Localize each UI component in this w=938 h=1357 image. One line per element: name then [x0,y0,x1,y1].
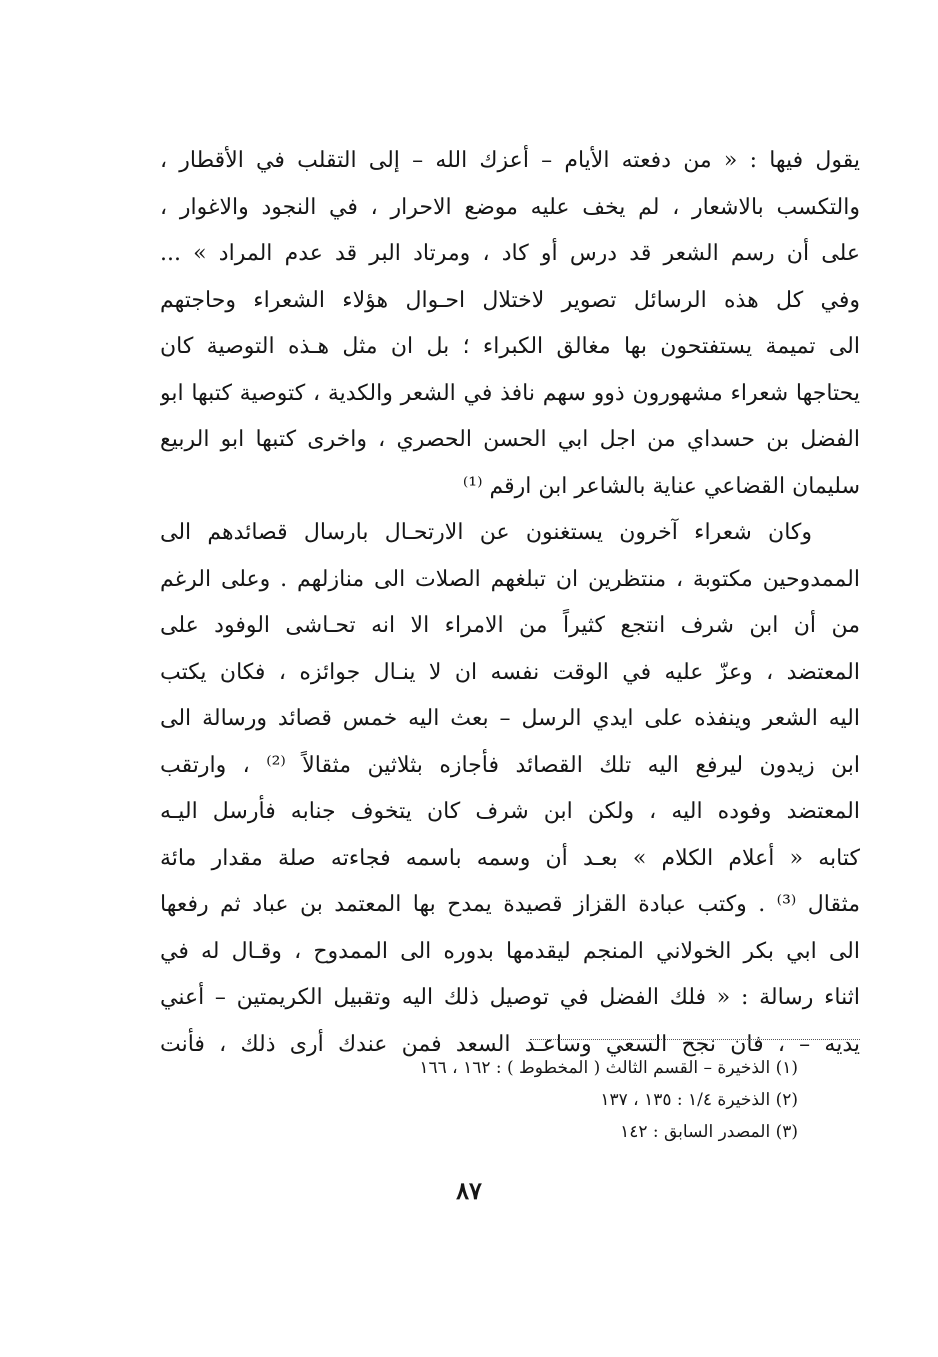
text-line: يديه – ، فان نجح السعي وساعـد السعد فمن عندك أرى ذلك ، فأنت [160,1031,860,1057]
text-line: يحتاجها شعراء مشهورون ذوو سهم نافذ في الشعر والكدية ، كتوصية كتبها ابو [160,380,860,406]
footnote: (٢) الذخيرة ١/٤ : ١٣٥ ، ١٣٧ [600,1090,798,1110]
text-line: من أن ابن شرف انتجع كثيراً من الامراء الا انه تحـاشى الوفود على [160,613,860,638]
text-line: ابن زيدون ليرفع اليه تلك القصائد فأجازه بثلاثين مثقالاً ⁽²⁾ ، وارتقب [160,752,860,778]
text-line: وفي كل هذه الرسائل تصوير لاختلال احـوال هؤلاء الشعراء وحاجتهم [160,287,860,313]
text-line: والتكسب بالاشعار ، لم يخف عليه موضع الاحرار ، في النجود والاغوار ، [160,194,860,220]
text-line: الممدوحين مكتوبة ، منتظرين ان تبلغهم الصلات الى منازلهم . وعلى الرغم [160,566,860,592]
text-line: وكان شعراء آخرون يستغنون عن الارتحـال بارسال قصائدهم الى [160,520,812,545]
footnote: (٣) المصدر السابق : ١٤٢ [620,1122,798,1142]
text-line: الفضل بن حسداي من اجل ابي الحسن الحصري ، واخرى كتبها ابو الربيع [160,427,860,452]
text-line: الى تميمة يستفتحون بها مغالق الكبراء ؛ بل ان مثل هـذه التوصية كان [160,334,860,359]
text-line: اثناء رسالة : « فلك الفضل في توصيل ذلك اليه وتقبيل الكريمتين – أعني [160,985,860,1010]
text-line: اليه الشعر وينفذه على ايدي الرسل – بعث اليه خمس قصائد ورسالة الى [160,706,860,731]
footnote: (١) الذخيرة – القسم الثالث ( المخطوط ) : ١٦٢ ، ١٦٦ [419,1058,798,1078]
text-line: الى ابي بكر الخولاني المنجم ليقدمها بدوره الى الممدوح ، وقـال له في [160,938,860,964]
page-number: ٨٧ [456,1176,482,1205]
footnote-separator [530,1039,860,1040]
text-line: مثقال ⁽³⁾ . وكتب عبادة القزاز قصيدة يمدح بها المعتمد بن عباد ثم رفعها [160,892,860,917]
text-line: على أن رسم الشعر قد درس أو كاد ، ومرتاد البر قد عدم المراد » ... [160,241,860,266]
text-line: سليمان القضاعي عناية بالشاعر ابن ارقم ⁽¹⁾ [462,473,860,499]
footnotes [338,1052,798,1148]
text-line: يقول فيها : « من دفعته الأيام – أعزك الله – إلى التقلب في الأقطار ، [160,148,860,173]
body-text [160,138,860,1068]
text-line: المعتضد وفوده اليه ، ولكن ابن شرف كان يتخوف جنابه فأرسل اليـه [160,799,860,824]
text-line: المعتضد ، وعزّ عليه في الوقت نفسه ان لا ينـال جوائزه ، فكان يكتب [160,659,860,685]
text-line: كتابه « أعلام الكلام » بعـد أن وسمه باسمه فجاءته صلة مقدار مائة [160,845,860,871]
